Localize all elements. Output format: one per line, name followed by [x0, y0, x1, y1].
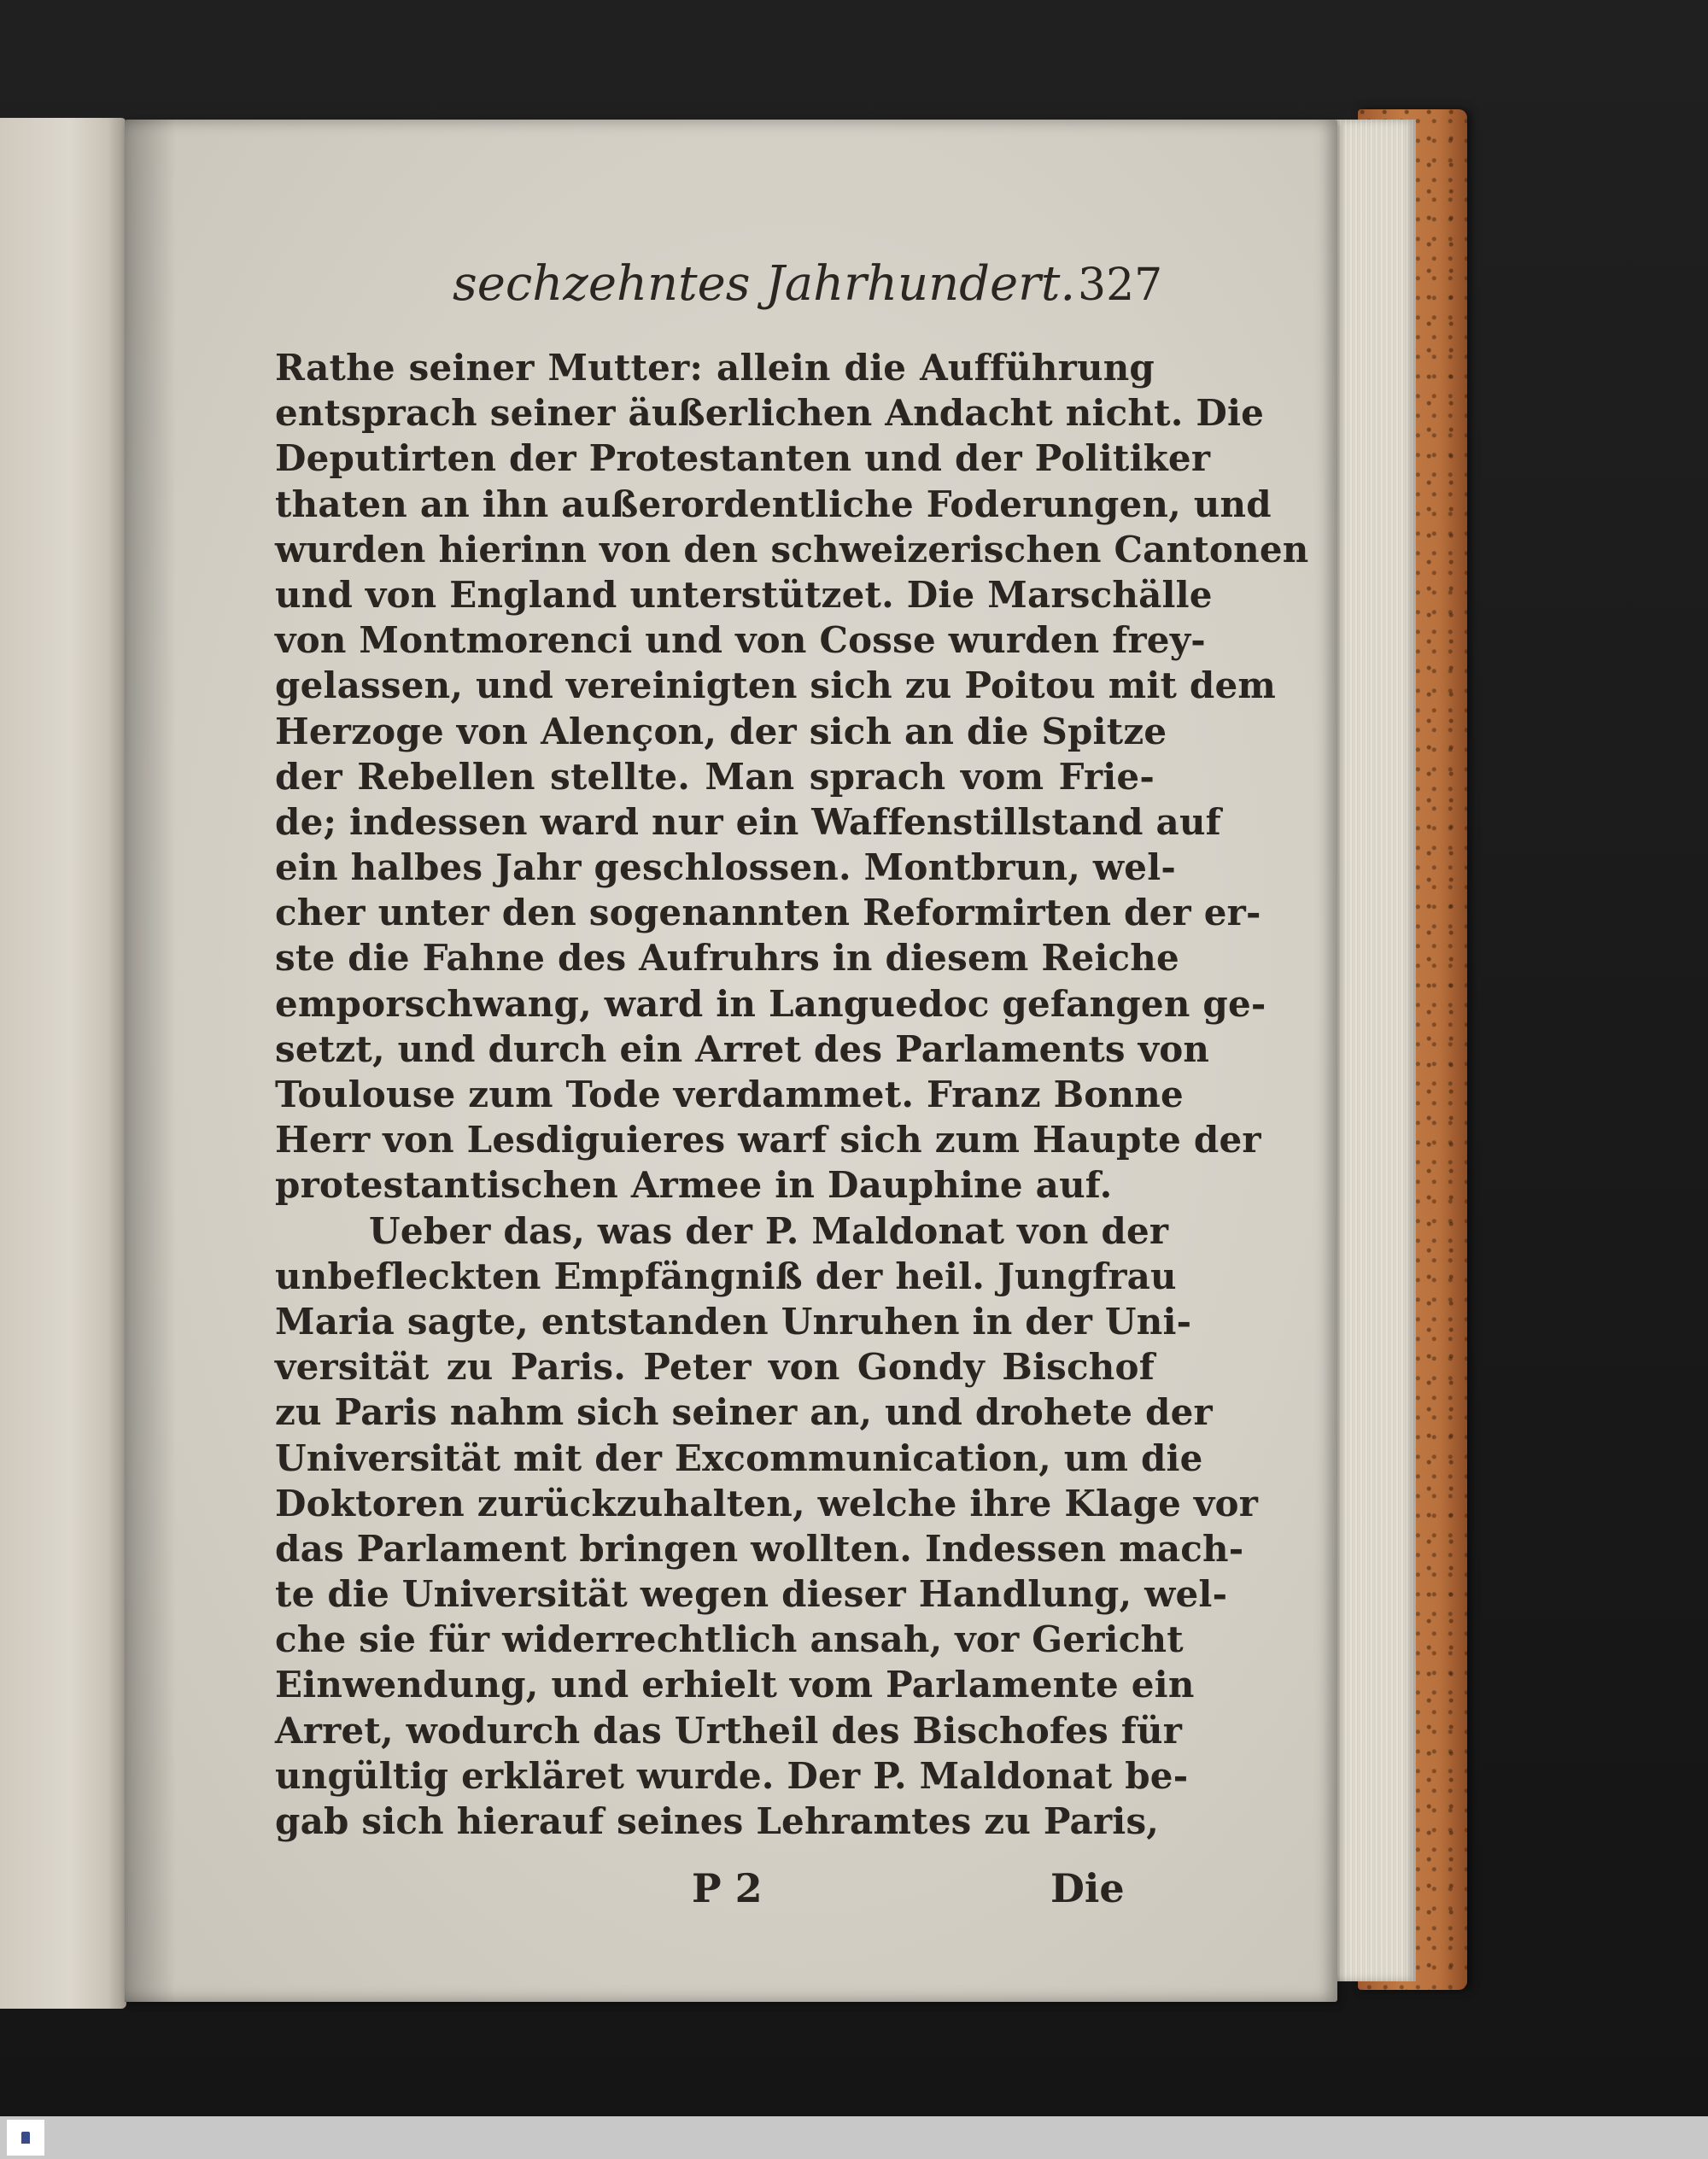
text-line: protestantischen Armee in Dauphine auf. — [275, 1164, 1113, 1207]
text-line: ste die Fahne des Aufruhrs in diesem Reiche — [275, 937, 1179, 980]
text-line: thaten an ihn außerordentliche Foderungen, und — [275, 483, 1272, 525]
text-line: che sie für widerrechtlich ansah, vor Gericht — [275, 1618, 1184, 1661]
text-line: Toulouse zum Tode verdammet. Franz Bonne — [275, 1074, 1184, 1115]
text-line: Universität mit der Excommunication, um die — [275, 1436, 1203, 1479]
gutter-shadow — [125, 120, 176, 2002]
text-line: te die Universität wegen dieser Handlung, wel- — [275, 1573, 1228, 1616]
running-head: sechzehntes Jahrhundert. — [453, 256, 1076, 312]
catchword: Die — [1050, 1865, 1125, 1911]
text-line: gab sich hierauf seines Lehramtes zu Paris, — [275, 1800, 1160, 1842]
text-line: unbefleckten Empfängniß der heil. Jungfrau — [275, 1255, 1177, 1297]
text-line: cher unter den sogenannten Reformirten der er- — [275, 892, 1261, 934]
text-line: Maria sagte, entstanden Unruhen in der Uni- — [275, 1300, 1192, 1343]
text-line: der Rebellen stellte. Man sprach vom Frie- — [275, 755, 1155, 798]
text-line: und von England unterstützet. Die Marschälle — [275, 573, 1213, 616]
signature-mark: P 2 — [692, 1865, 763, 1911]
text-line: setzt, und durch ein Arret des Parlaments von — [275, 1027, 1210, 1070]
text-line: Arret, wodurch das Urtheil des Bischofes für — [275, 1709, 1183, 1752]
paragraph-start-line: Ueber das, was der P. Maldonat von der — [369, 1209, 1169, 1252]
left-page-edge — [0, 118, 126, 2009]
text-line: Doktoren zurückzuhalten, welche ihre Klage vor — [275, 1482, 1259, 1524]
text-line: wurden hierinn von den schweizerischen Cantonen — [275, 528, 1309, 570]
text-line: de; indessen ward nur ein Waffenstillstand auf — [275, 800, 1221, 843]
text-line: entsprach seiner äußerlichen Andacht nicht. Die — [275, 392, 1265, 435]
text-line: Herzoge von Alençon, der sich an die Spitze — [275, 710, 1167, 752]
text-line: Herr von Lesdiguieres warf sich zum Haupte der — [275, 1119, 1261, 1161]
text-line: das Parlament bringen wollten. Indessen mach- — [275, 1527, 1244, 1570]
text-line: Einwendung, und erhielt vom Parlamente ein — [275, 1664, 1195, 1706]
text-line: versität zu Paris. Peter von Gondy Bischof — [275, 1346, 1155, 1389]
text-line: zu Paris nahm sich seiner an, und drohete der — [275, 1391, 1213, 1434]
viewer-bottom-bar — [0, 2116, 1708, 2159]
text-line: Deputirten der Protestanten und der Politiker — [275, 437, 1211, 480]
text-line: ungültig erkläret wurde. Der P. Maldonat be- — [275, 1754, 1189, 1797]
library-mark-icon — [21, 2132, 30, 2144]
library-logo-icon[interactable] — [7, 2120, 44, 2156]
text-line: von Montmorenci und von Cosse wurden frey- — [275, 619, 1206, 662]
text-line: Rathe seiner Mutter: allein die Aufführung — [275, 347, 1155, 389]
text-line: ein halbes Jahr geschlossen. Montbrun, wel- — [275, 846, 1176, 889]
text-line: emporschwang, ward in Languedoc gefangen ge- — [275, 982, 1266, 1025]
body-text — [275, 345, 1309, 1844]
page-number: 327 — [1078, 260, 1163, 311]
text-line: gelassen, und vereinigten sich zu Poitou mit dem — [275, 664, 1277, 707]
